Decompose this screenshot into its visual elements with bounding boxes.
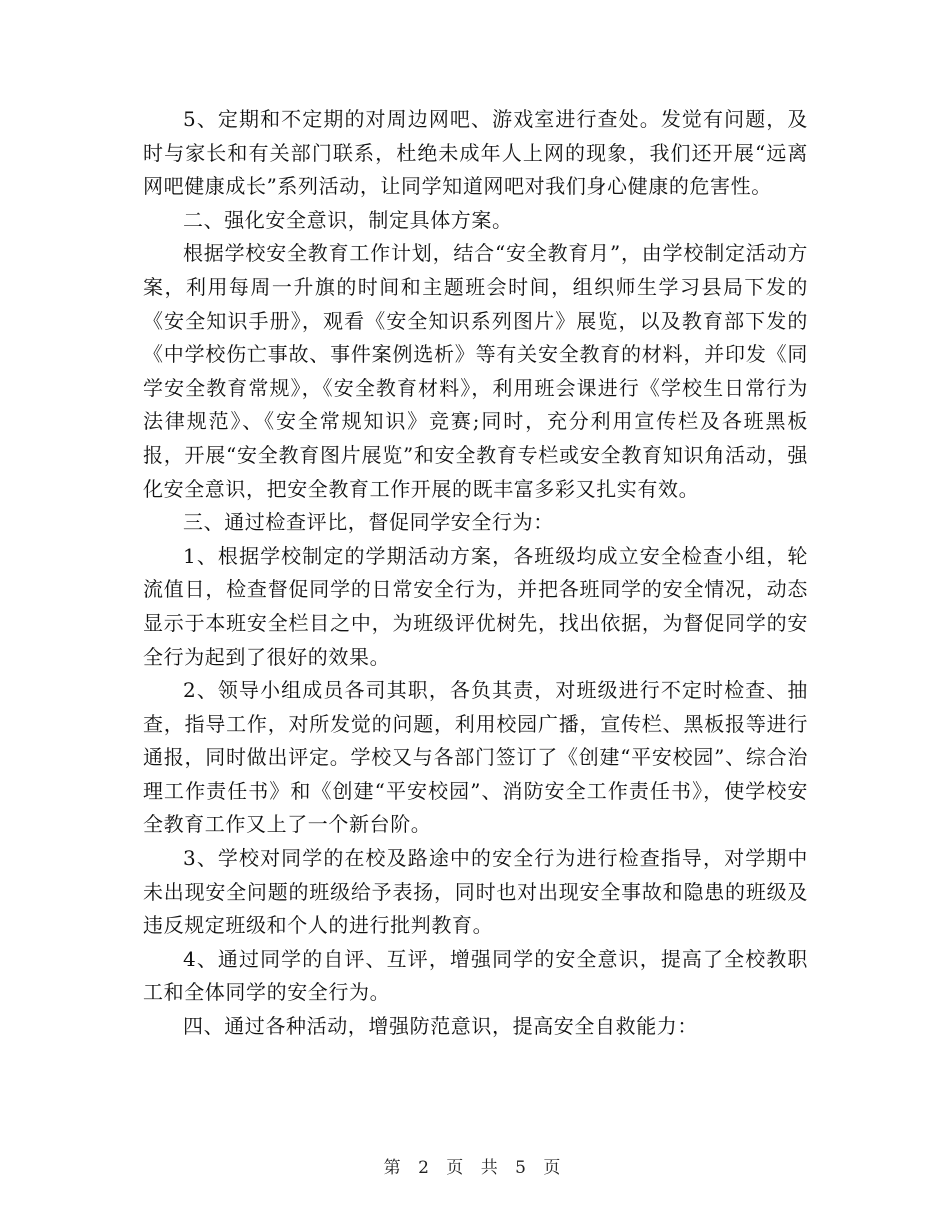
- paragraph-safety-plan: 根据学校安全教育工作计划，结合“安全教育月”，由学校制定活动方案，利用每周一升旗的时间和主题班会时间，组织师生学习县局下发的《安全知识手册》，观看《安全知识系列图片》展览，以及教育部下发的《中学校伤亡事故、事件案例选析》等有关安全教育的材料，并印发《同学安全教育常规》，《安全教育材料》，利用班会课进行《学校生日常行为法律规范》、《安全常规知识》竞赛;同时，充分利用宣传栏及各班黑板报，开展“安全教育图片展览”和安全教育专栏或安全教育知识角活动，强化安全意识，把安全教育工作开展的既丰富多彩又扎实有效。: [143, 241, 808, 501]
- document-body: [143, 103, 808, 1044]
- page-number-footer: 第 2 页 共 5 页: [383, 1158, 567, 1178]
- paragraph-item-3: 3、学校对同学的在校及路途中的安全行为进行检查指导，对学期中未出现安全问题的班级给予表扬，同时也对出现安全事故和隐患的班级及违反规定班级和个人的进行批判教育。: [143, 846, 808, 938]
- paragraph-item-4: 4、通过同学的自评、互评，增强同学的安全意识，提高了全校教职工和全体同学的安全行为。: [143, 946, 808, 1005]
- section-heading-2: 二、强化安全意识，制定具体方案。: [183, 207, 513, 232]
- section-heading-3: 三、通过检查评比，督促同学安全行为：: [183, 510, 554, 535]
- paragraph-item-1: 1、根据学校制定的学期活动方案，各班级均成立安全检查小组，轮流值日，检查督促同学的日常安全行为，并把各班同学的安全情况，动态显示于本班安全栏目之中，为班级评优树先，找出依据，为督促同学的安全行为起到了很好的效果。: [143, 543, 808, 669]
- section-heading-4: 四、通过各种活动，增强防范意识，提高安全自救能力：: [183, 1014, 698, 1039]
- paragraph-item-5-internet-cafe: 5、定期和不定期的对周边网吧、游戏室进行查处。发觉有问题，及时与家长和有关部门联系，杜绝未成年人上网的现象，我们还开展“远离网吧健康成长”系列活动，让同学知道网吧对我们身心健康的危害性。: [143, 107, 808, 199]
- paragraph-item-2: 2、领导小组成员各司其职，各负其责，对班级进行不定时检查、抽查，指导工作，对所发觉的问题，利用校园广播，宣传栏、黑板报等进行通报，同时做出评定。学校又与各部门签订了《创建“平安校园”、综合治理工作责任书》和《创建“平安校园”、消防安全工作责任书》，使学校安全教育工作又上了一个新台阶。: [143, 678, 808, 837]
